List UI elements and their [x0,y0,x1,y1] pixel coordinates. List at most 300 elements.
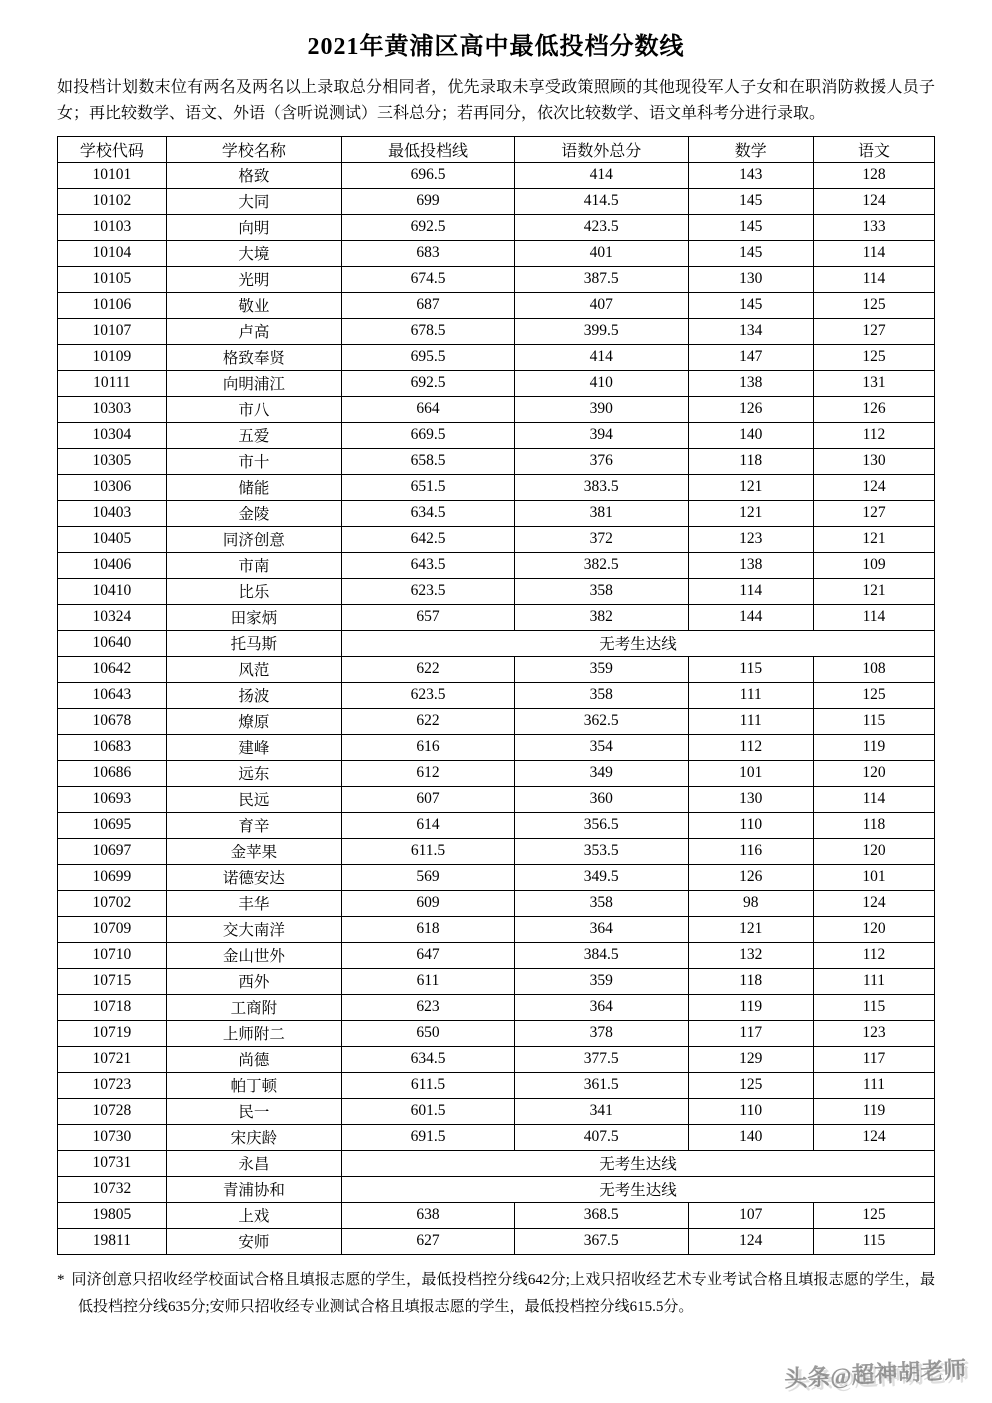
table-row [58,708,935,734]
cell-school-code: 10723 [58,1072,167,1098]
cell-math-score: 116 [688,838,813,864]
cell-chinese-score: 130 [813,448,934,474]
cell-math-score: 118 [688,968,813,994]
cell-school-code: 10306 [58,474,167,500]
table-body [58,162,935,1254]
cell-min-line: 627 [342,1228,515,1254]
cell-total-score: 362.5 [514,708,688,734]
cell-chinese-score: 115 [813,994,934,1020]
cell-min-line: 609 [342,890,515,916]
cell-chinese-score: 118 [813,812,934,838]
cell-school-name: 市八 [166,396,341,422]
table-row [58,318,935,344]
cell-min-line: 669.5 [342,422,515,448]
cell-math-score: 143 [688,162,813,188]
table-row [58,1176,935,1202]
table-row [58,1124,935,1150]
cell-chinese-score: 119 [813,734,934,760]
table-row [58,552,935,578]
cell-chinese-score: 108 [813,656,934,682]
cell-school-name: 安师 [166,1228,341,1254]
column-header: 语文 [813,136,934,162]
cell-school-code: 10304 [58,422,167,448]
cell-chinese-score: 112 [813,422,934,448]
cell-school-name: 向明 [166,214,341,240]
cell-school-code: 10101 [58,162,167,188]
cell-school-name: 西外 [166,968,341,994]
cell-school-name: 诺德安达 [166,864,341,890]
cell-math-score: 125 [688,1072,813,1098]
cell-total-score: 368.5 [514,1202,688,1228]
cell-total-score: 378 [514,1020,688,1046]
table-row [58,630,935,656]
table-row [58,1150,935,1176]
cell-min-line: 623 [342,994,515,1020]
cell-chinese-score: 128 [813,162,934,188]
cell-math-score: 147 [688,344,813,370]
cell-total-score: 367.5 [514,1228,688,1254]
cell-total-score: 394 [514,422,688,448]
cell-total-score: 384.5 [514,942,688,968]
cell-math-score: 111 [688,682,813,708]
cell-total-score: 360 [514,786,688,812]
cell-school-name: 丰华 [166,890,341,916]
cell-school-name: 帕丁顿 [166,1072,341,1098]
cell-school-code: 10403 [58,500,167,526]
cell-chinese-score: 119 [813,1098,934,1124]
cell-school-code: 10643 [58,682,167,708]
cell-math-score: 114 [688,578,813,604]
cell-school-code: 10699 [58,864,167,890]
cell-total-score: 414 [514,344,688,370]
cell-chinese-score: 112 [813,942,934,968]
cell-no-candidates: 无考生达线 [342,1150,935,1176]
cell-school-name: 托马斯 [166,630,341,656]
cell-school-code: 10710 [58,942,167,968]
cell-math-score: 134 [688,318,813,344]
column-header: 数学 [688,136,813,162]
table-row [58,942,935,968]
table-header-row [58,136,935,162]
table-row [58,578,935,604]
cell-chinese-score: 125 [813,292,934,318]
cell-school-code: 10702 [58,890,167,916]
table-row [58,500,935,526]
cell-school-name: 民一 [166,1098,341,1124]
cell-total-score: 382.5 [514,552,688,578]
cell-math-score: 110 [688,1098,813,1124]
cell-chinese-score: 133 [813,214,934,240]
cell-total-score: 381 [514,500,688,526]
cell-math-score: 118 [688,448,813,474]
cell-total-score: 361.5 [514,1072,688,1098]
cell-min-line: 678.5 [342,318,515,344]
table-row [58,604,935,630]
intro-paragraph: 如投档计划数末位有两名及两名以上录取总分相同者，优先录取未享受政策照顾的其他现役军人子女和在职消防救援人员子女；再比较数学、语文、外语（含听说测试）三科总分；若再同分，依次比较数学、语文单科考分进行录取。 [57,79,935,122]
table-row [58,526,935,552]
cell-min-line: 634.5 [342,500,515,526]
table-row [58,760,935,786]
cell-total-score: 356.5 [514,812,688,838]
cell-min-line: 674.5 [342,266,515,292]
table-row [58,838,935,864]
cell-school-name: 金苹果 [166,838,341,864]
cell-school-name: 燎原 [166,708,341,734]
cell-total-score: 383.5 [514,474,688,500]
cell-min-line: 696.5 [342,162,515,188]
table-row [58,786,935,812]
cell-total-score: 387.5 [514,266,688,292]
cell-total-score: 372 [514,526,688,552]
cell-min-line: 651.5 [342,474,515,500]
cell-total-score: 410 [514,370,688,396]
cell-school-code: 19811 [58,1228,167,1254]
cell-school-name: 储能 [166,474,341,500]
cell-min-line: 650 [342,1020,515,1046]
cell-school-name: 敬业 [166,292,341,318]
cell-school-code: 10324 [58,604,167,630]
table-row [58,214,935,240]
cell-school-name: 工商附 [166,994,341,1020]
cell-school-name: 扬波 [166,682,341,708]
cell-min-line: 622 [342,708,515,734]
cell-chinese-score: 115 [813,1228,934,1254]
cell-chinese-score: 125 [813,344,934,370]
cell-min-line: 611 [342,968,515,994]
cell-total-score: 358 [514,682,688,708]
cell-total-score: 376 [514,448,688,474]
footnote-text: 同济创意只招收经学校面试合格且填报志愿的学生，最低投档控分线642分;上戏只招收经艺术专业考试合格且填报志愿的学生，最低投档控分线635分;安师只招收经专业测试合格且填报志愿的学生，最低投档控分线615.5分。 [71,1271,935,1315]
cell-chinese-score: 115 [813,708,934,734]
cell-total-score: 423.5 [514,214,688,240]
cell-school-code: 10683 [58,734,167,760]
cell-school-name: 宋庆龄 [166,1124,341,1150]
cell-school-code: 10640 [58,630,167,656]
table-row [58,812,935,838]
cell-total-score: 349.5 [514,864,688,890]
cell-total-score: 414.5 [514,188,688,214]
cell-school-code: 10728 [58,1098,167,1124]
cell-math-score: 111 [688,708,813,734]
cell-chinese-score: 124 [813,188,934,214]
cell-school-name: 尚德 [166,1046,341,1072]
cell-school-code: 10732 [58,1176,167,1202]
cell-math-score: 140 [688,1124,813,1150]
cell-min-line: 657 [342,604,515,630]
cell-math-score: 145 [688,214,813,240]
cell-total-score: 358 [514,578,688,604]
cell-math-score: 129 [688,1046,813,1072]
table-row [58,1072,935,1098]
cell-chinese-score: 111 [813,968,934,994]
cell-chinese-score: 121 [813,578,934,604]
cell-school-code: 10103 [58,214,167,240]
cell-school-name: 永昌 [166,1150,341,1176]
cell-school-name: 格致奉贤 [166,344,341,370]
cell-school-code: 10406 [58,552,167,578]
cell-chinese-score: 125 [813,1202,934,1228]
cell-school-code: 10104 [58,240,167,266]
cell-chinese-score: 109 [813,552,934,578]
cell-school-code: 10105 [58,266,167,292]
table-row [58,474,935,500]
cell-min-line: 569 [342,864,515,890]
cell-school-code: 10730 [58,1124,167,1150]
cell-total-score: 414 [514,162,688,188]
table-row [58,1228,935,1254]
cell-math-score: 126 [688,396,813,422]
cell-min-line: 607 [342,786,515,812]
cell-total-score: 349 [514,760,688,786]
cell-chinese-score: 111 [813,1072,934,1098]
cell-total-score: 358 [514,890,688,916]
table-row [58,240,935,266]
cell-math-score: 130 [688,266,813,292]
cell-math-score: 132 [688,942,813,968]
cell-school-code: 10303 [58,396,167,422]
score-table [57,136,935,1255]
cell-total-score: 399.5 [514,318,688,344]
cell-school-name: 大同 [166,188,341,214]
table-row [58,864,935,890]
cell-total-score: 359 [514,656,688,682]
cell-math-score: 119 [688,994,813,1020]
cell-school-name: 民远 [166,786,341,812]
cell-school-code: 10721 [58,1046,167,1072]
cell-chinese-score: 124 [813,890,934,916]
cell-school-name: 田家炳 [166,604,341,630]
cell-school-name: 金陵 [166,500,341,526]
cell-min-line: 664 [342,396,515,422]
cell-min-line: 643.5 [342,552,515,578]
cell-chinese-score: 121 [813,526,934,552]
cell-total-score: 354 [514,734,688,760]
cell-chinese-score: 123 [813,1020,934,1046]
cell-chinese-score: 124 [813,474,934,500]
cell-total-score: 377.5 [514,1046,688,1072]
cell-math-score: 107 [688,1202,813,1228]
cell-math-score: 124 [688,1228,813,1254]
table-row [58,916,935,942]
cell-chinese-score: 127 [813,500,934,526]
table-row [58,656,935,682]
cell-school-code: 10106 [58,292,167,318]
cell-chinese-score: 101 [813,864,934,890]
cell-chinese-score: 124 [813,1124,934,1150]
column-header: 学校代码 [58,136,167,162]
cell-math-score: 112 [688,734,813,760]
cell-min-line: 601.5 [342,1098,515,1124]
cell-min-line: 618 [342,916,515,942]
cell-school-name: 卢高 [166,318,341,344]
cell-school-name: 风范 [166,656,341,682]
cell-school-code: 10678 [58,708,167,734]
table-row [58,682,935,708]
watermark: 头条@超神胡老师 [783,1357,967,1392]
cell-min-line: 611.5 [342,838,515,864]
cell-total-score: 364 [514,916,688,942]
cell-math-score: 145 [688,240,813,266]
column-header: 语数外总分 [514,136,688,162]
cell-math-score: 130 [688,786,813,812]
cell-min-line: 611.5 [342,1072,515,1098]
cell-chinese-score: 120 [813,838,934,864]
table-row [58,968,935,994]
cell-school-code: 10731 [58,1150,167,1176]
cell-school-name: 育辛 [166,812,341,838]
cell-chinese-score: 120 [813,760,934,786]
cell-school-code: 10642 [58,656,167,682]
cell-school-name: 建峰 [166,734,341,760]
table-row [58,1020,935,1046]
cell-min-line: 658.5 [342,448,515,474]
cell-math-score: 140 [688,422,813,448]
cell-school-code: 10109 [58,344,167,370]
cell-min-line: 642.5 [342,526,515,552]
cell-total-score: 407 [514,292,688,318]
column-header: 学校名称 [166,136,341,162]
cell-math-score: 138 [688,370,813,396]
cell-math-score: 101 [688,760,813,786]
cell-school-code: 10695 [58,812,167,838]
table-row [58,422,935,448]
cell-chinese-score: 131 [813,370,934,396]
footnote-marker: * [57,1271,65,1288]
table-row [58,734,935,760]
cell-min-line: 614 [342,812,515,838]
footnote [57,1267,935,1321]
cell-min-line: 692.5 [342,214,515,240]
cell-min-line: 691.5 [342,1124,515,1150]
cell-school-name: 交大南洋 [166,916,341,942]
cell-school-name: 大境 [166,240,341,266]
cell-school-code: 10718 [58,994,167,1020]
cell-total-score: 382 [514,604,688,630]
cell-school-name: 光明 [166,266,341,292]
cell-school-code: 10102 [58,188,167,214]
page-title: 2021年黄浦区高中最低投档分数线 [307,34,685,60]
cell-chinese-score: 114 [813,240,934,266]
cell-chinese-score: 114 [813,604,934,630]
cell-school-code: 10410 [58,578,167,604]
cell-chinese-score: 114 [813,786,934,812]
cell-math-score: 121 [688,916,813,942]
table-row [58,1046,935,1072]
cell-min-line: 623.5 [342,682,515,708]
table-row [58,890,935,916]
cell-min-line: 622 [342,656,515,682]
cell-chinese-score: 126 [813,396,934,422]
cell-min-line: 699 [342,188,515,214]
cell-min-line: 638 [342,1202,515,1228]
table-row [58,188,935,214]
cell-school-name: 远东 [166,760,341,786]
cell-math-score: 115 [688,656,813,682]
cell-chinese-score: 127 [813,318,934,344]
cell-school-name: 同济创意 [166,526,341,552]
cell-no-candidates: 无考生达线 [342,630,935,656]
cell-no-candidates: 无考生达线 [342,1176,935,1202]
table-row [58,292,935,318]
cell-chinese-score: 117 [813,1046,934,1072]
table-row [58,396,935,422]
cell-math-score: 98 [688,890,813,916]
table-row [58,266,935,292]
cell-math-score: 144 [688,604,813,630]
cell-total-score: 407.5 [514,1124,688,1150]
cell-school-code: 10111 [58,370,167,396]
cell-min-line: 695.5 [342,344,515,370]
cell-min-line: 634.5 [342,1046,515,1072]
cell-math-score: 121 [688,500,813,526]
table-row [58,1098,935,1124]
cell-school-name: 向明浦江 [166,370,341,396]
cell-school-code: 10107 [58,318,167,344]
cell-school-code: 10405 [58,526,167,552]
cell-school-code: 10305 [58,448,167,474]
cell-school-name: 上师附二 [166,1020,341,1046]
cell-min-line: 687 [342,292,515,318]
cell-school-name: 市十 [166,448,341,474]
cell-school-name: 比乐 [166,578,341,604]
cell-math-score: 117 [688,1020,813,1046]
table-row [58,344,935,370]
cell-min-line: 623.5 [342,578,515,604]
column-header: 最低投档线 [342,136,515,162]
table-row [58,994,935,1020]
cell-math-score: 123 [688,526,813,552]
cell-school-code: 10709 [58,916,167,942]
table-row [58,162,935,188]
cell-school-name: 金山世外 [166,942,341,968]
cell-math-score: 138 [688,552,813,578]
cell-school-code: 10697 [58,838,167,864]
cell-total-score: 353.5 [514,838,688,864]
cell-min-line: 683 [342,240,515,266]
cell-chinese-score: 120 [813,916,934,942]
cell-min-line: 647 [342,942,515,968]
cell-school-name: 市南 [166,552,341,578]
cell-school-name: 格致 [166,162,341,188]
cell-school-code: 10686 [58,760,167,786]
cell-math-score: 145 [688,292,813,318]
cell-total-score: 401 [514,240,688,266]
cell-school-code: 19805 [58,1202,167,1228]
cell-math-score: 121 [688,474,813,500]
cell-total-score: 359 [514,968,688,994]
table-row [58,1202,935,1228]
cell-total-score: 390 [514,396,688,422]
cell-math-score: 110 [688,812,813,838]
cell-school-name: 五爱 [166,422,341,448]
cell-school-name: 青浦协和 [166,1176,341,1202]
cell-min-line: 616 [342,734,515,760]
cell-min-line: 692.5 [342,370,515,396]
cell-math-score: 126 [688,864,813,890]
table-row [58,448,935,474]
cell-total-score: 364 [514,994,688,1020]
cell-school-name: 上戏 [166,1202,341,1228]
cell-total-score: 341 [514,1098,688,1124]
cell-min-line: 612 [342,760,515,786]
cell-chinese-score: 114 [813,266,934,292]
cell-school-code: 10693 [58,786,167,812]
cell-math-score: 145 [688,188,813,214]
cell-school-code: 10719 [58,1020,167,1046]
cell-chinese-score: 125 [813,682,934,708]
cell-school-code: 10715 [58,968,167,994]
table-row [58,370,935,396]
